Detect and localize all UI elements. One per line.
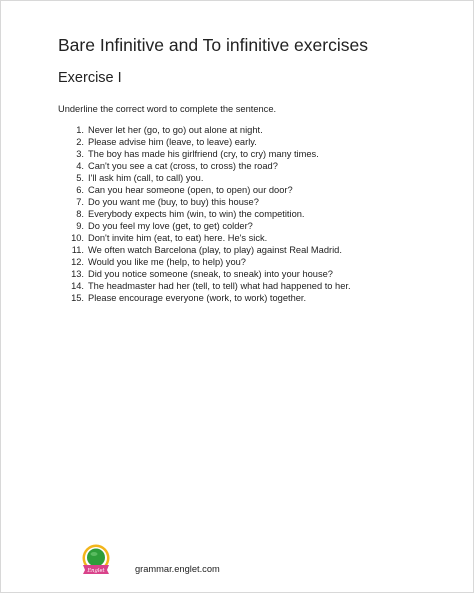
item-text: The boy has made his girlfriend (cry, to cry) many times. [88, 149, 319, 159]
item-number: 11. [71, 245, 84, 255]
item-number: 15. [71, 293, 84, 303]
item-text: I'll ask him (call, to call) you. [88, 173, 204, 183]
item-text: Do you feel my love (get, to get) colder? [88, 221, 253, 231]
list-item [66, 292, 351, 304]
item-text: We often watch Barcelona (play, to play) against Real Madrid. [88, 245, 342, 255]
item-number: 9. [76, 221, 84, 231]
item-number: 7. [76, 197, 84, 207]
list-item [66, 208, 351, 220]
list-item [66, 124, 351, 136]
item-number: 4. [76, 161, 84, 171]
item-text: Can't you see a cat (cross, to cross) the road? [88, 161, 278, 171]
item-text: Don't invite him (eat, to eat) here. He's sick. [88, 233, 268, 243]
exercise-heading: Exercise I [58, 70, 122, 86]
instruction-text: Underline the correct word to complete the sentence. [58, 104, 277, 114]
exercise-list [66, 124, 351, 304]
item-text: Everybody expects him (win, to win) the competition. [88, 209, 305, 219]
item-number: 5. [76, 173, 84, 183]
list-item [66, 160, 351, 172]
englet-logo [81, 543, 111, 581]
list-item [66, 268, 351, 280]
item-text: Would you like me (help, to help) you? [88, 257, 246, 267]
item-number: 13. [71, 269, 84, 279]
item-number: 1. [76, 125, 84, 135]
item-text: Please encourage everyone (work, to work) together. [88, 293, 307, 303]
item-number: 2. [76, 137, 84, 147]
list-item [66, 148, 351, 160]
logo-wordmark: Englet [87, 568, 105, 574]
item-text: Do you want me (buy, to buy) this house? [88, 197, 259, 207]
page-title: Bare Infinitive and To infinitive exercises [58, 35, 368, 55]
item-text: Did you notice someone (sneak, to sneak) into your house? [88, 269, 333, 279]
list-item [66, 220, 351, 232]
item-number: 3. [76, 149, 84, 159]
item-number: 12. [71, 257, 84, 267]
logo-graphic [81, 543, 111, 581]
list-item [66, 244, 351, 256]
item-number: 14. [71, 281, 84, 291]
list-item [66, 232, 351, 244]
list-item [66, 184, 351, 196]
list-item [66, 256, 351, 268]
item-text: Please advise him (leave, to leave) early. [88, 137, 257, 147]
item-number: 10. [71, 233, 84, 243]
item-text: Never let her (go, to go) out alone at night. [88, 125, 263, 135]
list-item [66, 280, 351, 292]
logo-green-disc [87, 549, 105, 567]
list-item [66, 172, 351, 184]
item-number: 6. [76, 185, 84, 195]
item-number: 8. [76, 209, 84, 219]
logo-highlight [91, 552, 98, 556]
item-text: The headmaster had her (tell, to tell) what had happened to her. [88, 281, 351, 291]
list-item [66, 136, 351, 148]
item-text: Can you hear someone (open, to open) our door? [88, 185, 293, 195]
footer-site-link[interactable]: grammar.englet.com [135, 564, 220, 574]
list-item [66, 196, 351, 208]
